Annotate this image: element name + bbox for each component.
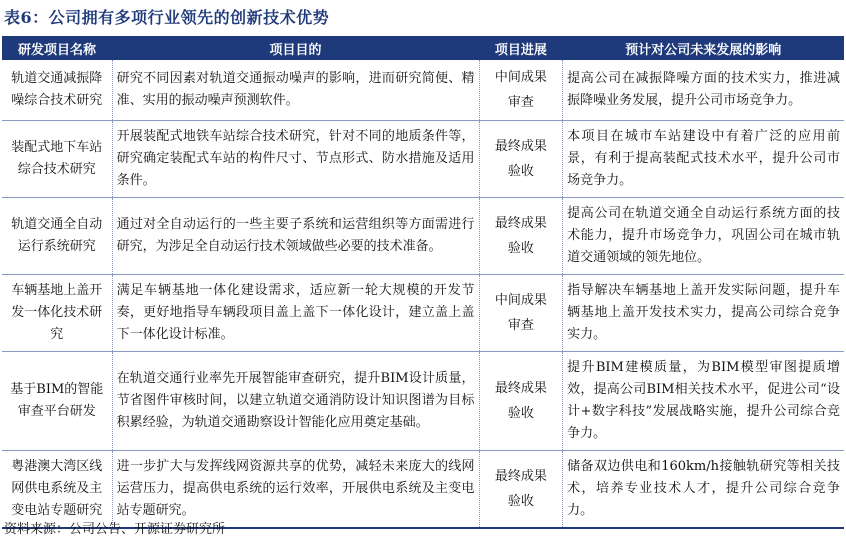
project-progress-cell [479,451,563,529]
table-title: 表6：公司拥有多项行业领先的创新技术优势 [4,8,330,27]
table-header-row [2,36,844,60]
project-progress: 最终成果验收 [494,216,547,256]
project-name: 车辆基地上盖开发一体化技术研究 [2,275,112,352]
project-purpose: 研究不同因素对轨道交通振动噪声的影响，进而研究简便、精准、实用的振动噪声预测软件。 [112,60,479,121]
table-row [2,121,844,198]
project-progress: 最终成果验收 [494,469,547,509]
project-purpose: 进一步扩大与发挥线网资源共享的优势，减轻未来庞大的线网运营压力，提高供电系统的运行效率，开展供电系统及主变电站专题研究。 [112,451,479,529]
project-progress-cell [479,198,563,275]
project-name: 轨道交通减振降噪综合技术研究 [2,60,112,121]
project-impact: 提升BIM建模质量，为BIM模型审图提质增效，提高公司BIM相关技术水平，促进公司“设计+数字科技”发展战略实施，提升公司综合竞争力。 [563,352,844,451]
table-row [2,198,844,275]
project-purpose: 开展装配式地铁车站综合技术研究，针对不同的地质条件等，研究确定装配式车站的构件尺寸、节点形式、防水措施及适用条件。 [112,121,479,198]
table-row [2,451,844,529]
table-row [2,60,844,121]
header-expected-impact: 预计对公司未来发展的影响 [563,36,844,60]
project-impact: 提高公司在减振降噪方面的技术实力，推进减振降噪业务发展，提升公司市场竞争力。 [563,60,844,121]
project-purpose: 满足车辆基地一体化建设需求，适应新一轮大规模的开发节奏，更好地指导车辆段项目盖上盖下一体化设计，建立盖上盖下一体化设计标准。 [112,275,479,352]
header-project-progress: 项目进展 [479,36,563,60]
project-progress: 最终成果验收 [494,139,547,179]
project-progress-cell [479,275,563,352]
project-progress-cell [479,352,563,451]
project-name: 装配式地下车站综合技术研究 [2,121,112,198]
table-row [2,352,844,451]
project-progress: 中间成果审查 [494,70,547,110]
project-impact: 指导解决车辆基地上盖开发实际问题，提升车辆基地上盖开发技术实力，提高公司综合竞争实力。 [563,275,844,352]
project-purpose: 在轨道交通行业率先开展智能审查研究，提升BIM设计质量，节省图件审核时间，以建立轨道交通消防设计知识图谱为目标积累经验，为轨道交通勘察设计智能化应用奠定基础。 [112,352,479,451]
table-row [2,275,844,352]
project-name: 粤港澳大湾区线网供电系统及主变电站专题研究 [2,451,112,529]
project-impact: 本项目在城市车站建设中有着广泛的应用前景，有利于提高装配式技术水平，提升公司市场竞争力。 [563,121,844,198]
header-project-purpose: 项目目的 [112,36,479,60]
project-progress-cell [479,60,563,121]
project-name: 轨道交通全自动运行系统研究 [2,198,112,275]
project-progress: 最终成果验收 [494,381,547,421]
project-impact: 提高公司在轨道交通全自动运行系统方面的技术能力，提升市场竞争力，巩固公司在城市轨道交通领域的领先地位。 [563,198,844,275]
innovation-table [2,36,844,529]
project-name: 基于BIM的智能审查平台研发 [2,352,112,451]
project-impact: 储备双边供电和160km/h接触轨研究等相关技术，培养专业技术人才，提升公司综合竞争力。 [563,451,844,529]
header-project-name: 研发项目名称 [2,36,112,60]
project-purpose: 通过对全自动运行的一些主要子系统和运营组织等方面需进行研究，为涉足全自动运行技术领域做些必要的技术准备。 [112,198,479,275]
project-progress: 中间成果审查 [494,293,547,333]
project-progress-cell [479,121,563,198]
source-note: 资料来源：公司公告、开源证券研究所 [4,522,226,537]
